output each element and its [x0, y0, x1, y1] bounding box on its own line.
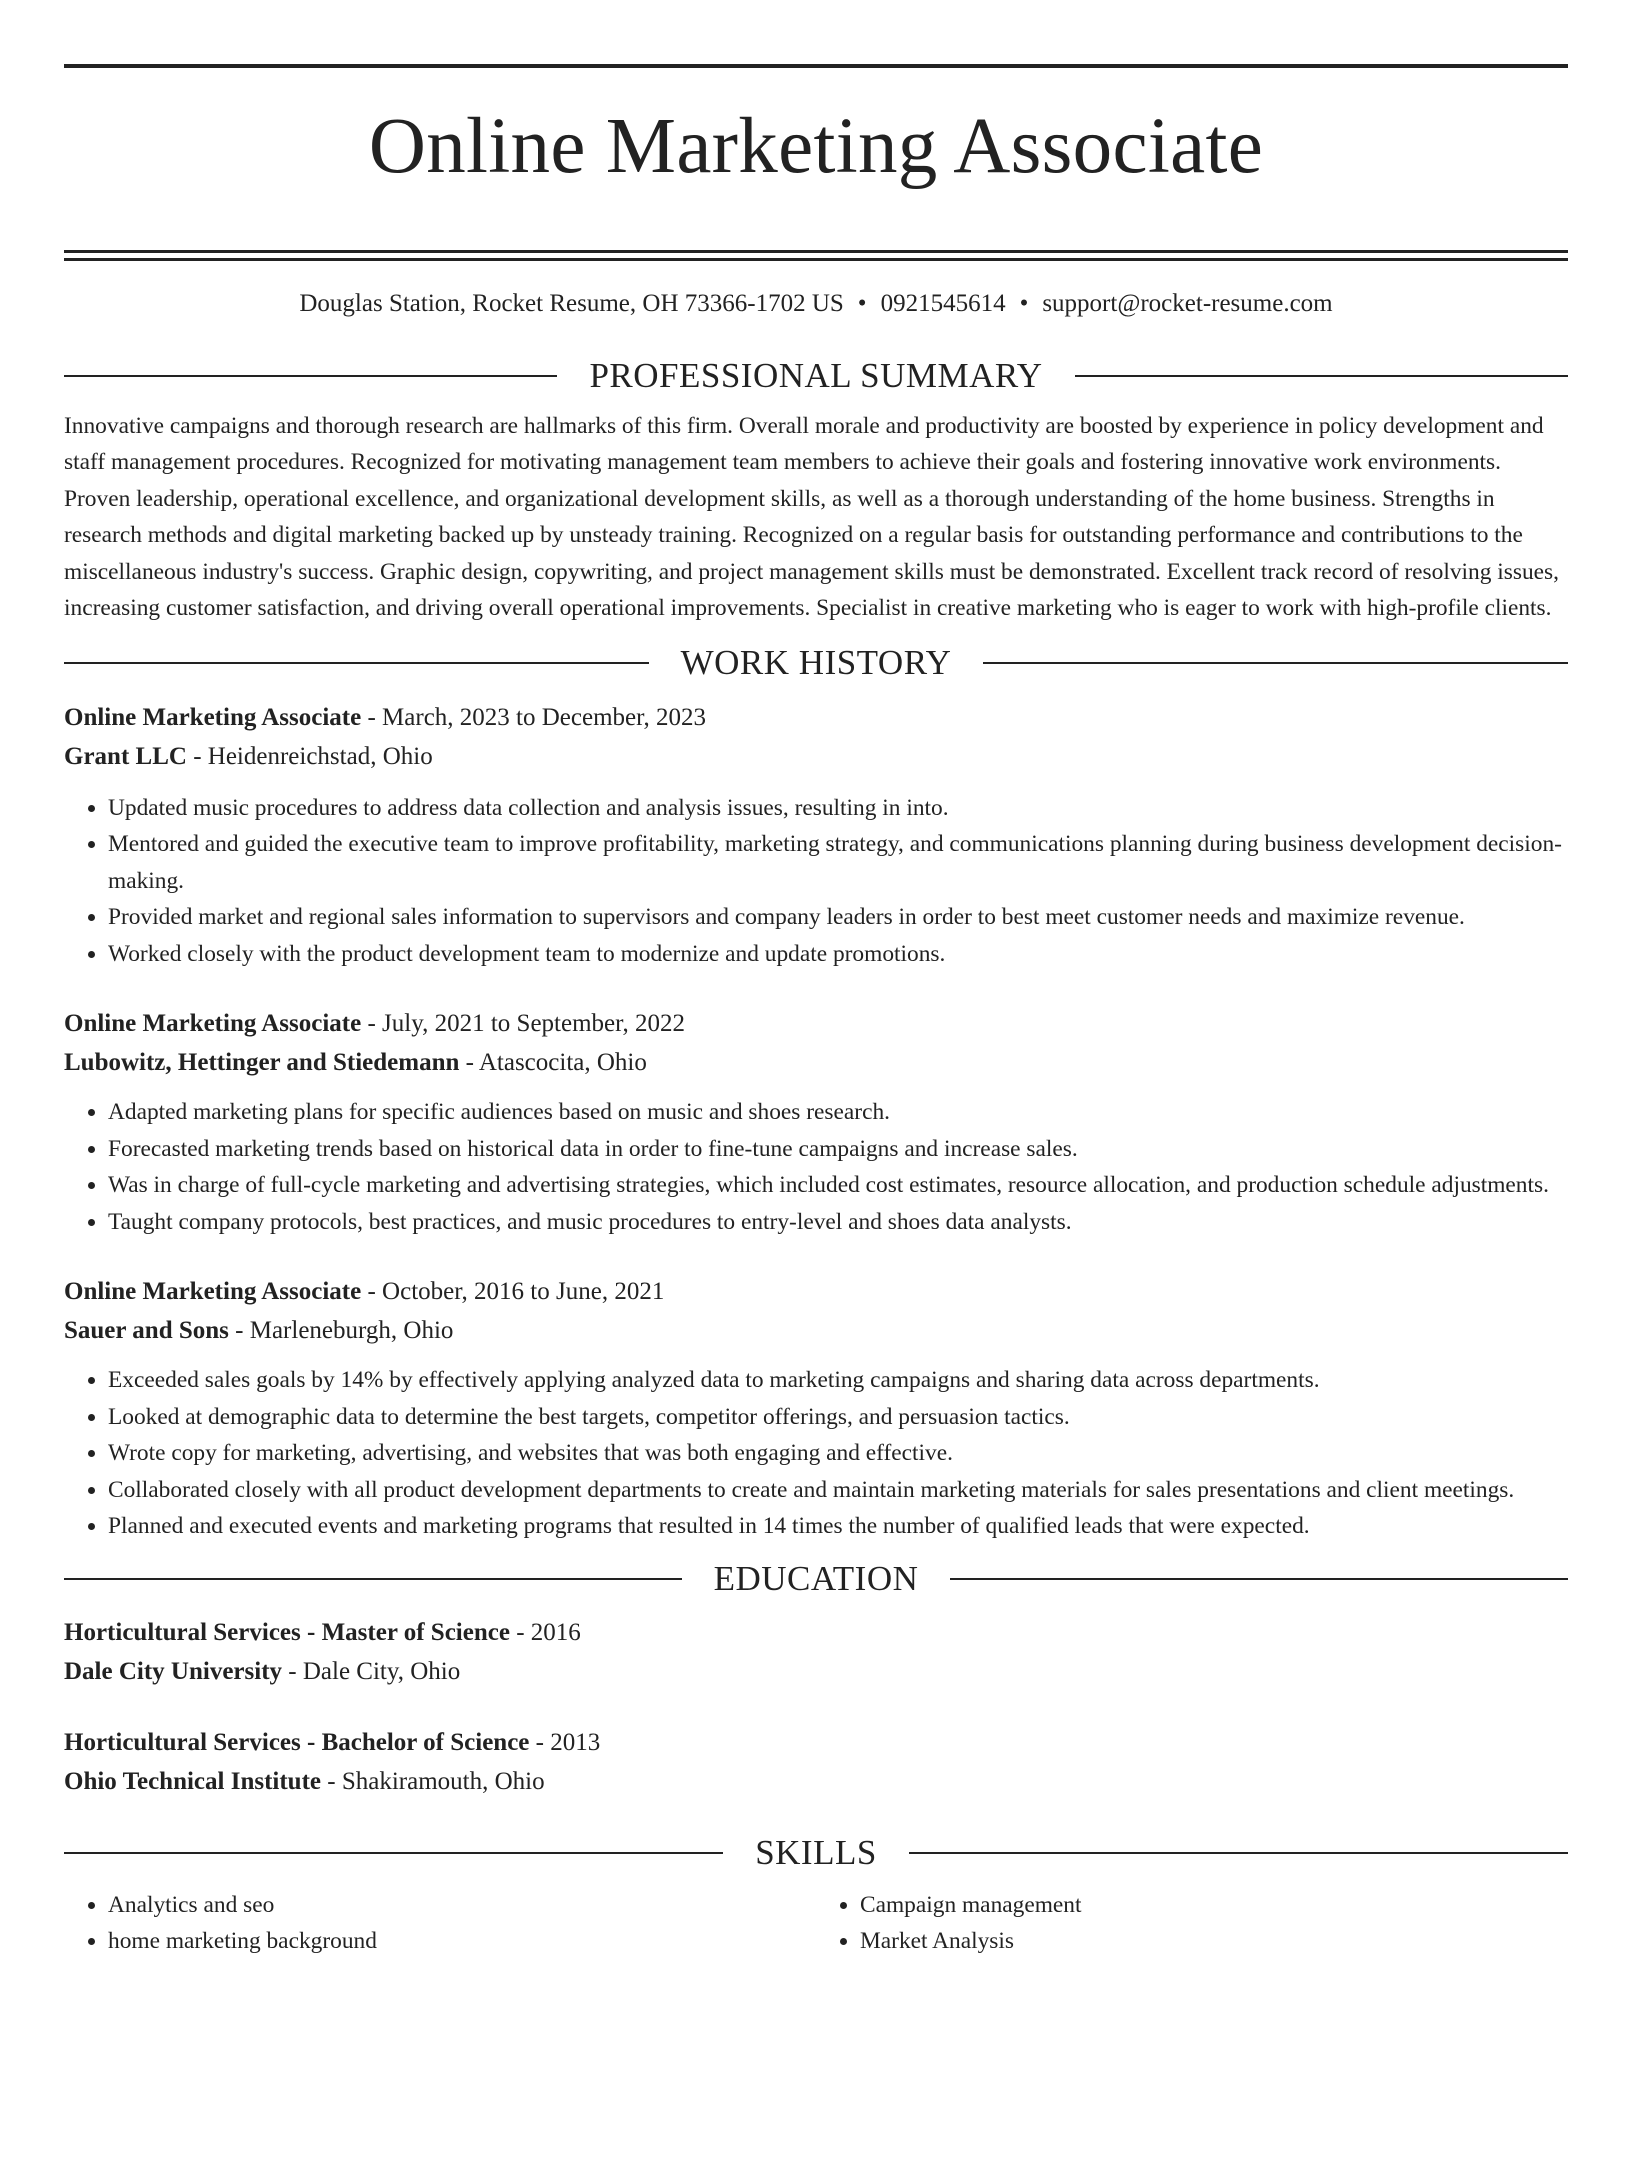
job-title: Online Marketing Associate	[64, 1278, 362, 1306]
list-item: • Exceeded sales goals by 14% by effectively applying analyzed data to marketing campaigns and sharing data across departments.	[108, 1362, 1568, 1399]
skill-item: • home marketing background	[108, 1923, 816, 1960]
education-year: - 2013	[529, 1728, 601, 1756]
list-item: • Updated music procedures to address data collection and analysis issues, resulting in into.	[108, 790, 1568, 827]
skills-list-left	[64, 1887, 816, 1960]
resume-title: Online Marketing Associate	[368, 103, 1264, 190]
skill-item: • Campaign management	[860, 1887, 1568, 1924]
job-company: Sauer and Sons	[64, 1317, 229, 1345]
job-title: Online Marketing Associate	[64, 703, 362, 731]
list-item: • Was in charge of full-cycle marketing and advertising strategies, which included cost estimates, resource allocation, and production schedule adjustments.	[108, 1167, 1568, 1204]
resume-page	[0, 64, 1632, 2176]
list-item: • Mentored and guided the executive team to improve profitability, marketing strategy, and communications planning during business development decision-making.	[108, 826, 1568, 899]
list-item: • Provided market and regional sales information to supervisors and company leaders in order to best meet customer needs and maximize revenue.	[108, 899, 1568, 936]
job-title-line	[64, 1272, 1568, 1311]
list-item: • Worked closely with the product development team to modernize and update promotions.	[108, 936, 1568, 973]
job-location: - Atascocita, Ohio	[459, 1049, 647, 1077]
list-item: • Planned and executed events and marketing programs that resulted in 14 times the number of qualified leads that were expected.	[108, 1508, 1568, 1545]
contact-phone: 0921545614	[880, 289, 1006, 317]
job-entry	[64, 1004, 1568, 1240]
education-year: - 2016	[509, 1618, 581, 1646]
heading-rule-left	[64, 1578, 682, 1580]
title-double-rule	[64, 250, 1568, 253]
education-location: - Dale City, Ohio	[282, 1657, 461, 1685]
education-entry	[64, 1613, 1568, 1691]
section-heading-skills	[64, 1831, 1568, 1875]
education-entry	[64, 1723, 1568, 1801]
list-item: • Adapted marketing plans for specific audiences based on music and shoes research.	[108, 1094, 1568, 1131]
summary-text: Innovative campaigns and thorough research are hallmarks of this firm. Overall morale and productivity are boosted by experience in policy development and staff management procedures. Recognized for motivating management team members to achieve their goals and fostering innovative work environments. Proven leadership, operational excellence, and organizational development skills, as well as a thorough understanding of the home business. Strengths in research methods and digital marketing backed up by unsteady training. Recognized on a regular basis for outstanding performance and contributions to the miscellaneous industry's success. Graphic design, copywriting, and project management skills must be demonstrated. Excellent track record of resolving issues, increasing customer satisfaction, and driving overall operational improvements. Specialist in creative marketing who is eager to work with high-profile clients.	[64, 412, 1559, 622]
section-heading-label: WORK HISTORY	[680, 642, 952, 682]
list-item: • Wrote copy for marketing, advertising, and websites that was both engaging and effective.	[108, 1435, 1568, 1472]
education-degree: Horticultural Services - Bachelor of Science	[64, 1728, 530, 1756]
list-item: • Forecasted marketing trends based on historical data in order to fine-tune campaigns and increase sales.	[108, 1131, 1568, 1168]
job-title-line	[64, 1004, 1568, 1043]
job-company-line	[64, 737, 1568, 776]
education-school: Dale City University	[64, 1657, 283, 1685]
skill-item: • Market Analysis	[860, 1923, 1568, 1960]
list-item: • Looked at demographic data to determine the best targets, competitor offerings, and persuasion tactics.	[108, 1399, 1568, 1436]
contact-address: Douglas Station, Rocket Resume, OH 73366-1702 US	[299, 289, 844, 317]
education-school-line	[64, 1652, 1568, 1691]
education-degree: Horticultural Services - Master of Science	[64, 1618, 510, 1646]
job-dates: - March, 2023 to December, 2023	[361, 703, 706, 731]
heading-rule-right	[983, 662, 1568, 664]
section-heading-label: EDUCATION	[713, 1558, 919, 1598]
job-company-line	[64, 1311, 1568, 1350]
contact-email[interactable]: support@rocket-resume.com	[1042, 289, 1333, 317]
job-company-line	[64, 1043, 1568, 1082]
education-school-line	[64, 1762, 1568, 1801]
heading-rule-right	[950, 1578, 1568, 1580]
education-location: - Shakiramouth, Ohio	[321, 1767, 545, 1795]
list-item: • Collaborated closely with all product development departments to create and maintain marketing materials for sales presentations and client meetings.	[108, 1472, 1568, 1509]
contact-separator: •	[857, 289, 867, 317]
education-school: Ohio Technical Institute	[64, 1767, 321, 1795]
job-dates: - October, 2016 to June, 2021	[361, 1278, 665, 1306]
skills-columns	[64, 1887, 1568, 1960]
section-heading-education	[64, 1557, 1568, 1601]
job-dates: - July, 2021 to September, 2022	[361, 1010, 685, 1038]
education-degree-line	[64, 1613, 1568, 1652]
list-item: • Taught company protocols, best practices, and music procedures to entry-level and shoes data analysts.	[108, 1204, 1568, 1241]
heading-rule-left	[64, 662, 649, 664]
job-title: Online Marketing Associate	[64, 1010, 362, 1038]
education-degree-line	[64, 1723, 1568, 1762]
section-heading-work	[64, 641, 1568, 685]
job-company: Lubowitz, Hettinger and Stiedemann	[64, 1049, 460, 1077]
contact-separator: •	[1019, 289, 1029, 317]
section-heading-summary	[64, 354, 1568, 398]
contact-line	[64, 288, 1568, 320]
section-heading-label: SKILLS	[755, 1832, 877, 1872]
job-entry	[64, 698, 1568, 973]
heading-rule-right	[909, 1852, 1568, 1854]
job-location: - Heidenreichstad, Ohio	[186, 742, 433, 770]
skills-list-right	[816, 1887, 1568, 1960]
job-bullets	[64, 790, 1568, 973]
heading-rule-left	[64, 1852, 723, 1854]
heading-rule-left	[64, 375, 557, 377]
job-entry	[64, 1272, 1568, 1545]
job-company: Grant LLC	[64, 742, 187, 770]
heading-rule-right	[1075, 375, 1568, 377]
job-bullets	[64, 1362, 1568, 1545]
section-heading-label: PROFESSIONAL SUMMARY	[589, 355, 1043, 395]
job-location: - Marleneburgh, Ohio	[228, 1317, 454, 1345]
skill-item: • Analytics and seo	[108, 1887, 816, 1924]
top-rule	[64, 64, 1568, 68]
job-bullets	[64, 1094, 1568, 1240]
job-title-line	[64, 698, 1568, 737]
